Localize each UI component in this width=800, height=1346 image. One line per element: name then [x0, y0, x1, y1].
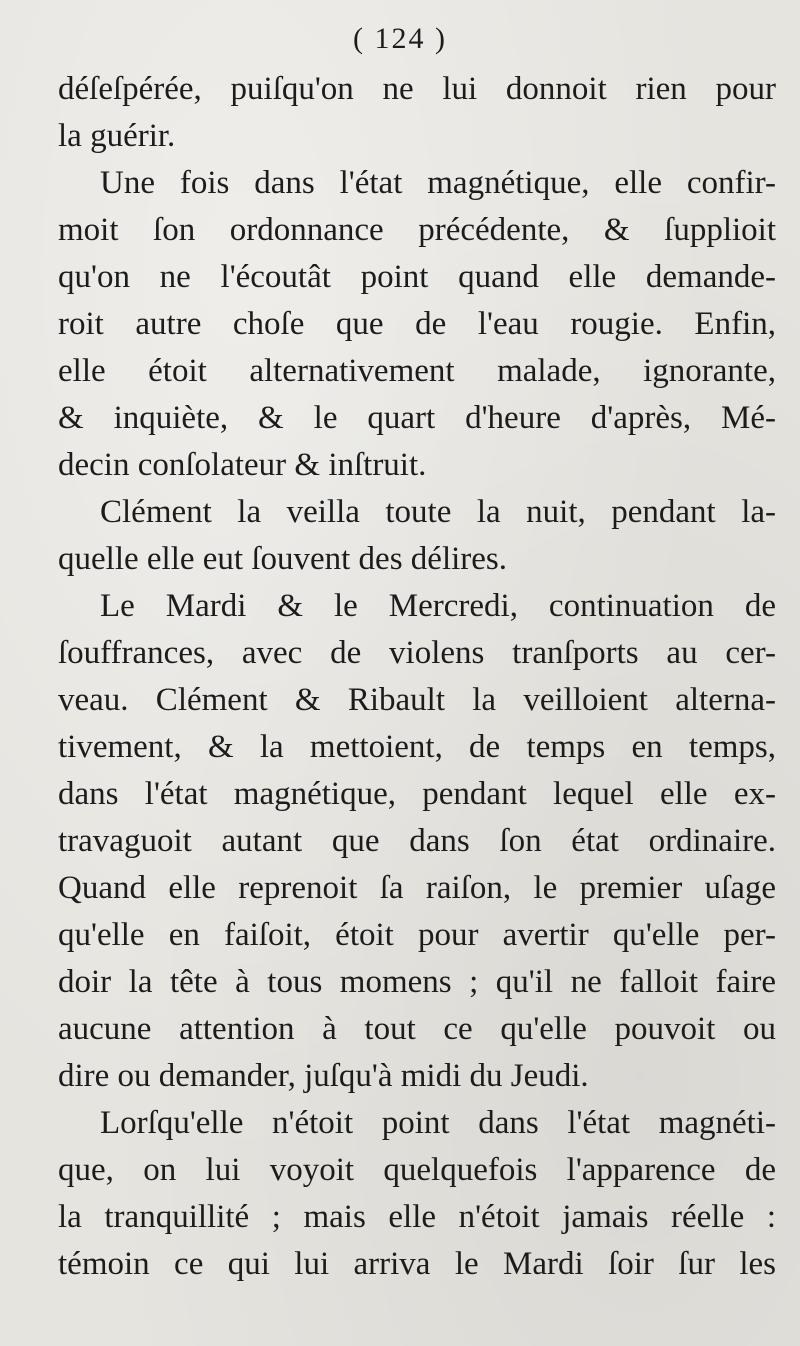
- text-line: elle étoit alternativement malade, ignorante,: [58, 353, 776, 389]
- text-line: Une fois dans l'état magnétique, elle confir-: [100, 165, 776, 201]
- text-line: & inquiète, & le quart d'heure d'après, Mé-: [58, 400, 776, 436]
- text-line: témoin ce qui lui arriva le Mardi ſoir ſur les: [58, 1246, 776, 1282]
- text-line: veau. Clément & Ribault la veilloient alterna-: [58, 682, 776, 718]
- text-line: Quand elle reprenoit ſa raiſon, le premier uſage: [58, 870, 776, 906]
- text-line: travaguoit autant que dans ſon état ordinaire.: [58, 823, 776, 859]
- text-line: roit autre choſe que de l'eau rougie. Enfin,: [58, 306, 776, 342]
- text-line: ſouffrances, avec de violens tranſports au cer-: [58, 635, 776, 671]
- text-line: Le Mardi & le Mercredi, continuation de: [100, 588, 776, 624]
- text-line: qu'on ne l'écoutât point quand elle demande-: [58, 259, 776, 295]
- text-line: doir la tête à tous momens ; qu'il ne falloit faire: [58, 964, 776, 1000]
- text-line: tivement, & la mettoient, de temps en temps,: [58, 729, 776, 765]
- text-line: aucune attention à tout ce qu'elle pouvoit ou: [58, 1011, 776, 1047]
- text-line: qu'elle en faiſoit, étoit pour avertir qu'elle per-: [58, 917, 776, 953]
- text-line: quelle elle eut ſouvent des délires.: [58, 541, 508, 577]
- text-line: que, on lui voyoit quelquefois l'apparence de: [58, 1152, 776, 1188]
- text-line: déſeſpérée, puiſqu'on ne lui donnoit rien pour: [58, 71, 776, 107]
- body-text: [58, 66, 776, 1288]
- text-line: Clément la veilla toute la nuit, pendant la-: [100, 494, 776, 530]
- text-line: la tranquillité ; mais elle n'étoit jamais réelle :: [58, 1199, 776, 1235]
- text-line: moit ſon ordonnance précédente, & ſupplioit: [58, 212, 776, 248]
- text-line: dire ou demander, juſqu'à midi du Jeudi.: [58, 1058, 589, 1094]
- page-number: ( 124 ): [353, 22, 447, 55]
- text-line: decin conſolateur & inſtruit.: [58, 447, 427, 483]
- text-line: dans l'état magnétique, pendant lequel elle ex-: [58, 776, 776, 812]
- text-line: la guérir.: [58, 118, 176, 154]
- text-line: Lorſqu'elle n'étoit point dans l'état magnéti-: [100, 1105, 776, 1141]
